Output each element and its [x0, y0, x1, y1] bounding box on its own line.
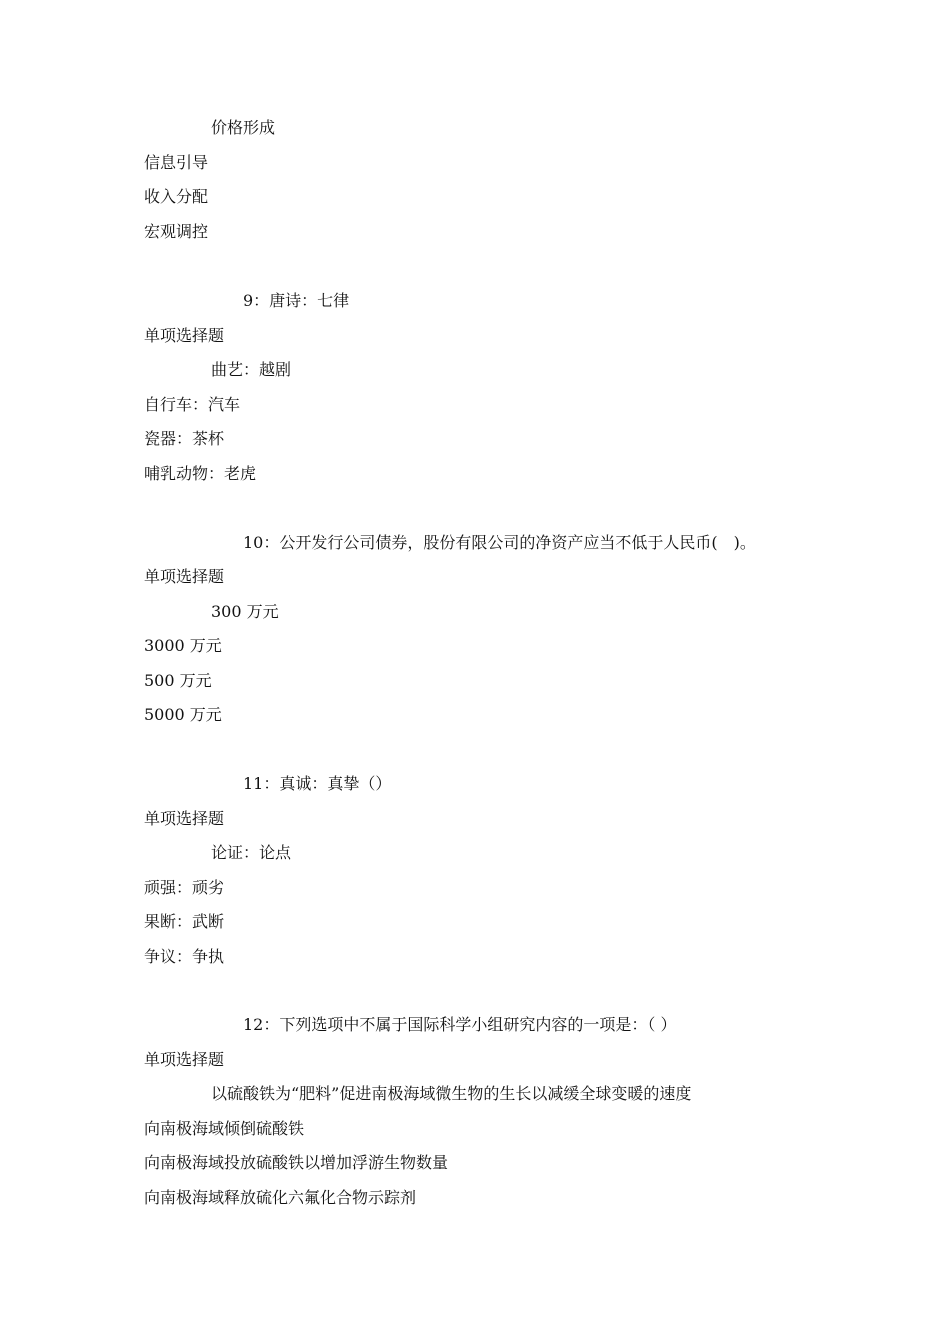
question-12-title: 12：下列选项中不属于国际科学小组研究内容的一项是：（ ） — [243, 1015, 677, 1034]
question-10-title: 10：公开发行公司债券，股份有限公司的净资产应当不低于人民币( )。 — [243, 533, 756, 552]
question-9-option-c: 瓷器：茶杯 — [144, 429, 225, 448]
question-9-type: 单项选择题 — [144, 326, 225, 345]
prev-option-c: 收入分配 — [144, 187, 209, 206]
question-12-option-d: 向南极海域释放硫化六氟化合物示踪剂 — [144, 1188, 417, 1207]
question-11-option-b: 顽强：顽劣 — [144, 878, 225, 897]
question-12-option-b: 向南极海域倾倒硫酸铁 — [144, 1119, 305, 1138]
question-10-option-a: 300 万元 — [211, 602, 279, 621]
question-9-option-a: 曲艺：越剧 — [211, 360, 292, 379]
prev-option-b: 信息引导 — [144, 153, 209, 172]
question-10-option-d: 5000 万元 — [144, 705, 222, 724]
question-12-option-c: 向南极海域投放硫酸铁以增加浮游生物数量 — [144, 1153, 449, 1172]
question-12-type: 单项选择题 — [144, 1050, 225, 1069]
question-11-option-a: 论证：论点 — [211, 843, 292, 862]
prev-option-a: 价格形成 — [211, 118, 276, 137]
question-11-type: 单项选择题 — [144, 809, 225, 828]
question-11-option-d: 争议：争执 — [144, 947, 225, 966]
prev-option-d: 宏观调控 — [144, 222, 209, 241]
question-12-option-a: 以硫酸铁为“肥料”促进南极海域微生物的生长以减缓全球变暖的速度 — [211, 1084, 692, 1103]
question-9-option-d: 哺乳动物：老虎 — [144, 464, 257, 483]
question-9-title: 9：唐诗：七律 — [243, 291, 350, 310]
question-9-option-b: 自行车：汽车 — [144, 395, 241, 414]
question-11-title: 11：真诚：真挚（） — [243, 774, 392, 793]
question-10-type: 单项选择题 — [144, 567, 225, 586]
question-10-option-b: 3000 万元 — [144, 636, 222, 655]
question-10-option-c: 500 万元 — [144, 671, 212, 690]
question-11-option-c: 果断：武断 — [144, 912, 225, 931]
